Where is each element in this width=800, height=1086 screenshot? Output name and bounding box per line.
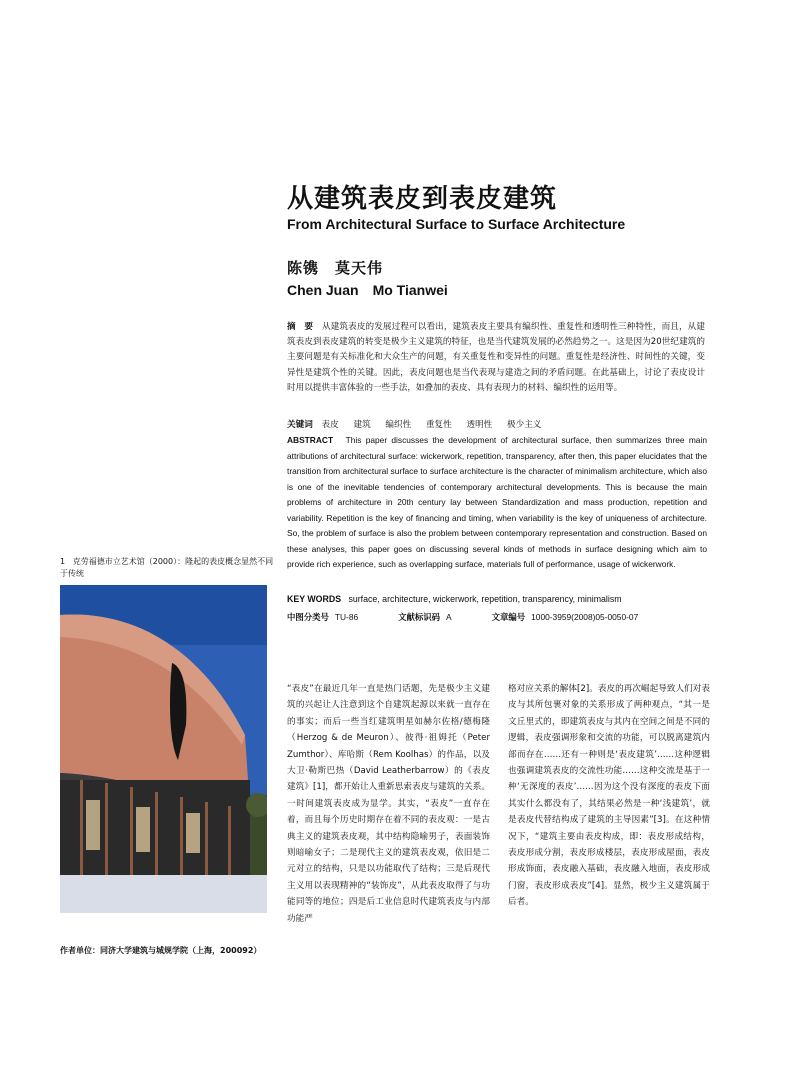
authors-cn: 陈镌 莫天伟: [287, 259, 384, 277]
figure-caption: [60, 556, 280, 580]
author-affiliation: 作者单位：同济大学建筑与城规学院（上海，200092）: [60, 946, 262, 955]
class-value: TU-86: [334, 612, 359, 622]
keywords-cn-label: 关键词: [287, 420, 313, 430]
keywords-cn: [287, 418, 705, 432]
abstract-cn-label: 摘 要: [287, 322, 314, 332]
classification-line: [287, 611, 707, 623]
authors-en: Chen Juan Mo Tianwei: [287, 282, 448, 298]
caption-text: 克劳福德市立艺术馆（2000）：隆起的表皮概念显然不同于传统: [60, 557, 274, 578]
keywords-en-text: surface, architecture, wickerwork, repetition, transparency, minimalism: [348, 594, 622, 604]
keyword-cn: 编织性: [385, 420, 412, 430]
abstract-en-label: ABSTRACT: [287, 435, 334, 445]
keyword-cn: 极少主义: [507, 420, 542, 430]
keyword-cn: 重复性: [425, 420, 452, 430]
doc-label: 文献标识码: [398, 612, 441, 622]
title-cn: 从建筑表皮到表皮建筑: [287, 184, 558, 214]
title-en: From Architectural Surface to Surface Architecture: [287, 216, 626, 232]
keywords-en-label: KEY WORDS: [287, 594, 342, 604]
body-column-1: “表皮”在最近几年一直是热门话题，先是极少主义建筑的兴起让人注意到这个自建筑起源以来就一直存在的事实；而后一些当红建筑明星如赫尔佐格/德梅隆（Herzog & de Meuron）、彼得·祖姆托（Peter Zumthor）、库哈斯（Rem Koolhas）的作品，以及大卫·勒斯巴热（David Leatherbarrow）的《表皮建筑》[1]，都开始让人重新思索表皮与建筑的关系。一时间建筑表皮成为显学。其实，“表皮”一直存在着，而且每个历史时期存在着不同的表皮观：一是古典主义的建筑表皮观，其中结构隐喻男子，表面装饰则暗喻女子；二是现代主义的建筑表皮观，依旧是二元对立的结构，只是以功能取代了结构；三是后现代主义用以表现精神的“装饰皮”，从此表皮取得了与功能同等的地位；四是后工业信息时代建筑表皮与内部功能严: [287, 684, 490, 924]
body-column-2: 格对应关系的解体[2]。表皮的再次崛起导致人们对表皮与其所包裹对象的关系形成了两种观点，“其一是文丘里式的，即建筑表皮与其内在空间之间是不同的逻辑，表皮强调形象和交流的功能，可以脱离建筑内部而存在……还有一种则是‘表皮建筑’……这种逻辑也强调建筑表皮的交流性功能……这种交流是基于一种‘无深度的表皮’……因为这个没有深度的表皮下面其实什么都没有了，其结果必然是一种‘浅建筑’，就是表皮代替结构成了建筑的主导因素”[3]。在这种情况下，“建筑主要由表皮构成，即：表皮形成结构，表皮形成分割，表皮形成楼层，表皮形成屋面，表皮形成饰面，表皮融入基础，表皮融入地面，表皮形成门窗，表皮形成表皮”[4]。显然，极少主义建筑属于后者。: [508, 684, 710, 908]
caption-number: 1: [60, 557, 66, 566]
article-label: 文章编号: [491, 612, 526, 622]
abstract-cn-text: 从建筑表皮的发展过程可以看出，建筑表皮主要具有编织性、重复性和透明性三种特性，而且，从建筑表皮到表皮建筑的转变是极少主义建筑的特征，也是当代建筑发展的必然趋势之一。这是因为20世纪建筑的主要问题是有关标准化和大众生产的问题，有关重复性和变异性的问题。重复性是经济性、时间性的关键，变异性是建筑个性的关键。因此，表皮问题也是当代表现与建造之间的矛盾问题。在此基础上，讨论了表皮设计时用以提供丰富体验的一些手法，如叠加的表皮、具有表现力的材料、编织性的运用等。: [287, 322, 705, 393]
keywords-en: [287, 594, 707, 604]
class-label: 中图分类号: [287, 612, 329, 622]
keyword-cn: 透明性: [466, 420, 493, 430]
keyword-cn: 建筑: [353, 420, 371, 430]
keyword-cn: 表皮: [321, 420, 339, 430]
abstract-en-text: This paper discusses the development of architectural surface, then summarizes three main attributions of architectural surface: wickerwork, repetition, transparency, after then, this paper elucidates that the transition from architectural surface to surface architecture is the character of minimalism architecture, which also is one of the inevitable tendencies of contemporary architectural developments. This is because the main problems of architecture in 20th century lay between Standardization and mass production, repetition and variability. Repetition is the key of financing and timing, when variability is the key of uniqueness of architecture. So, the problem of surface is also the problem between contemporary representation and construction. Based on these analyses, this paper goes on discussing several kinds of methods in surface designing which aim to provide rich experience, such as overlapping surface, materials full of performance, usage of wickerwork.: [287, 435, 707, 569]
article-value: 1000-3959(2008)05-0050-07: [531, 612, 639, 622]
abstract-cn: [287, 320, 705, 396]
abstract-en: [287, 433, 707, 573]
doc-value: A: [446, 612, 452, 622]
plaza: [60, 875, 267, 913]
building-photo: [60, 585, 267, 913]
